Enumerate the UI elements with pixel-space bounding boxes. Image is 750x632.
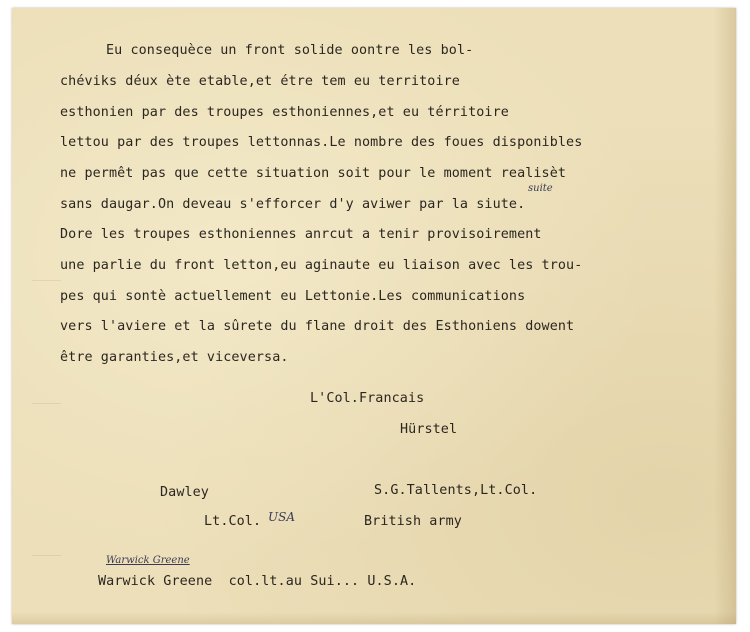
handwritten-correction: suite	[528, 183, 553, 194]
french-signatory-title: L'Col.Francais	[310, 391, 425, 406]
letter-line: une parlie du front letton,eu aginaute eu liaison avec les trou-	[60, 258, 583, 273]
final-signatory-line: Warwick Greene col.lt.au Sui... U.S.A.	[98, 574, 417, 589]
document-page	[12, 8, 736, 624]
bleed-through-mark: ————	[32, 548, 61, 562]
letter-line: vers l'aviere et la sûrete du flane droit des Esthoniens dowent	[60, 319, 575, 334]
handwritten-usa: USA	[268, 510, 295, 524]
letter-line: Dore les troupes esthoniennes anrcut a tenir provisoirement	[60, 227, 542, 242]
paper-bottom-shadow	[12, 612, 736, 624]
letter-line: esthonien par des troupes esthoniennes,et eu térritoire	[60, 105, 509, 120]
bleed-through-mark: ————	[32, 396, 61, 410]
letter-line: Eu consequèce un front solide oontre les bol-	[106, 43, 474, 58]
bleed-through-mark: ————	[32, 273, 61, 287]
handwritten-signature: Warwick Greene	[106, 555, 190, 566]
british-signatory-name: S.G.Tallents,Lt.Col.	[374, 483, 538, 498]
us-signatory-name: Dawley	[160, 485, 209, 500]
letter-line: pes qui sontè actuellement eu Lettonie.Les communications	[60, 289, 526, 304]
letter-line: chéviks déux ète etable,et étre tem eu territoire	[60, 74, 460, 89]
letter-line: sans daugar.On deveau s'efforcer d'y aviwer par la siute.	[60, 197, 526, 212]
british-signatory-unit: British army	[364, 514, 462, 529]
french-signatory-name: Hürstel	[400, 422, 458, 437]
letter-line: lettou par des troupes lettonnas.Le nombre des foues disponibles	[60, 135, 583, 150]
letter-line: être garanties,et viceversa.	[60, 350, 289, 365]
us-signatory-rank: Lt.Col.	[204, 514, 262, 529]
paper-edge-shadow	[714, 8, 736, 624]
letter-line: ne permêt pas que cette situation soit pour le moment realisèt	[60, 166, 567, 181]
